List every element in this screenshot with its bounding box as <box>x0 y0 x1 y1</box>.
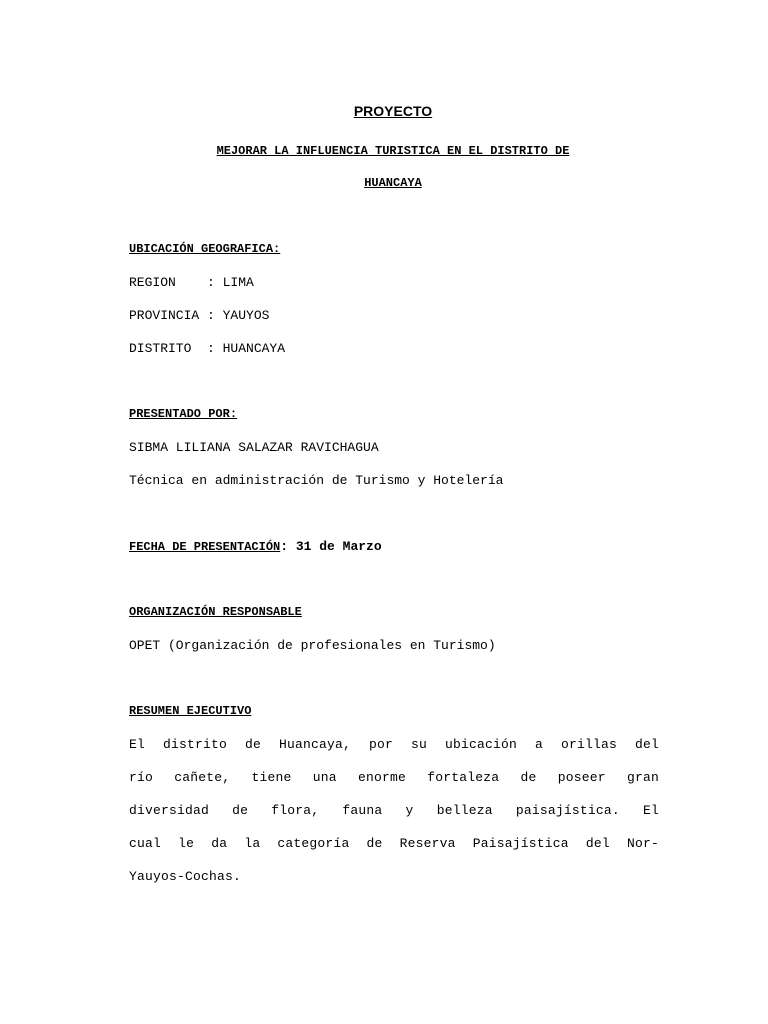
provincia-line: PROVINCIA : YAUYOS <box>129 308 270 323</box>
distrito-line: DISTRITO : HUANCAYA <box>129 341 286 356</box>
resumen-line: río cañete, tiene una enorme fortaleza de poseer gran <box>129 770 659 785</box>
project-subtitle-line-2: HUANCAYA <box>364 176 422 190</box>
presentado-heading: PRESENTADO POR: <box>129 407 238 421</box>
presenter-name: SIBMA LILIANA SALAZAR RAVICHAGUA <box>129 440 379 455</box>
region-line: REGION : LIMA <box>129 275 254 290</box>
resumen-line: cual le da la categoría de Reserva Paisajística del Nor- <box>129 836 659 851</box>
presenter-role: Técnica en administración de Turismo y Hotelería <box>129 473 504 488</box>
resumen-heading: RESUMEN EJECUTIVO <box>129 704 252 718</box>
fecha-value: : 31 de Marzo <box>280 539 382 554</box>
resumen-line: diversidad de flora, fauna y belleza paisajística. El <box>129 803 659 818</box>
document-title: PROYECTO <box>353 103 433 119</box>
project-subtitle-line-1: MEJORAR LA INFLUENCIA TURISTICA EN EL DISTRITO DE <box>216 144 570 158</box>
resumen-line: Yauyos-Cochas. <box>129 869 242 884</box>
organizacion-value: OPET (Organización de profesionales en Turismo) <box>129 638 496 653</box>
ubicacion-heading: UBICACIÓN GEOGRAFICA: <box>129 242 281 256</box>
fecha-line <box>129 539 382 554</box>
fecha-heading: FECHA DE PRESENTACIÓN <box>129 540 281 554</box>
resumen-line: El distrito de Huancaya, por su ubicación a orillas del <box>129 737 659 752</box>
organizacion-heading: ORGANIZACIÓN RESPONSABLE <box>129 605 302 619</box>
